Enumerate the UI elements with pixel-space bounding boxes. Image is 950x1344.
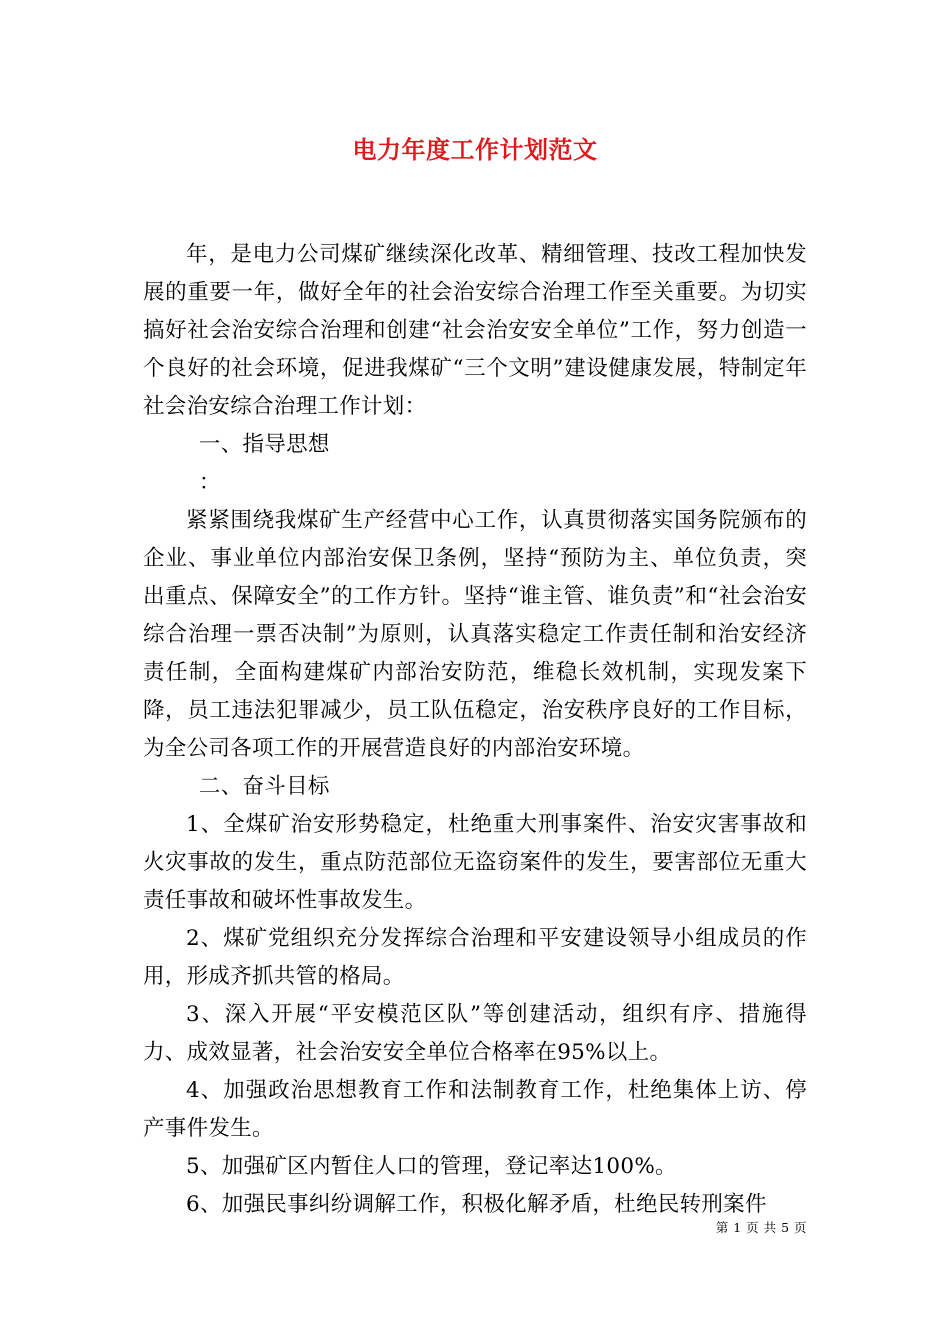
document-title: 电力年度工作计划范文 (352, 135, 598, 164)
goal-item-2: 2、煤矿党组织充分发挥综合治理和平安建设领导小组成员的作用，形成齐抓共管的格局。 (143, 926, 807, 989)
goal-item-4: 4、加强政治思想教育工作和法制教育工作，杜绝集体上访、停产事件发生。 (143, 1078, 807, 1141)
goal-item-1: 1、全煤矿治安形势稳定，杜绝重大刑事案件、治安灾害事故和火灾事故的发生，重点防范部位无盗窃案件的发生，要害部位无重大责任事故和破坏性事故发生。 (143, 812, 807, 913)
goal-item-6: 6、加强民事纠纷调解工作，积极化解矛盾，杜绝民转刑案件 (186, 1192, 767, 1217)
section-heading-goals: 二、奋斗目标 (198, 774, 330, 799)
document-body (143, 236, 807, 1224)
goal-item-3: 3、深入开展“平安模范区队”等创建活动，组织有序、措施得力、成效显著，社会治安安全单位合格率在95%以上。 (143, 1002, 807, 1065)
colon-line: ： (198, 470, 221, 495)
guiding-ideology-paragraph: 紧紧围绕我煤矿生产经营中心工作，认真贯彻落实国务院颁布的企业、事业单位内部治安保卫条例，坚持“预防为主、单位负责，突出重点、保障安全”的工作方针。坚持“谁主管、谁负责”和“社会治安综合治理一票否决制”为原则，认真落实稳定工作责任制和治安经济责任制，全面构建煤矿内部治安防范，维稳长效机制，实现发案下降，员工违法犯罪减少，员工队伍稳定，治安秩序良好的工作目标，为全公司各项工作的开展营造良好的内部治安环境。 (143, 508, 807, 761)
intro-paragraph: 年，是电力公司煤矿继续深化改革、精细管理、技改工程加快发展的重要一年，做好全年的社会治安综合治理工作至关重要。为切实搞好社会治安综合治理和创建“社会治安安全单位”工作，努力创造一个良好的社会环境，促进我煤矿“三个文明”建设健康发展，特制定年社会治安综合治理工作计划： (143, 242, 807, 419)
goal-item-5: 5、加强矿区内暂住人口的管理，登记率达100%。 (186, 1154, 677, 1179)
page-indicator: 第 1 页 共 5 页 (715, 1220, 807, 1235)
section-heading-guiding-ideology: 一、指导思想 (198, 432, 330, 457)
